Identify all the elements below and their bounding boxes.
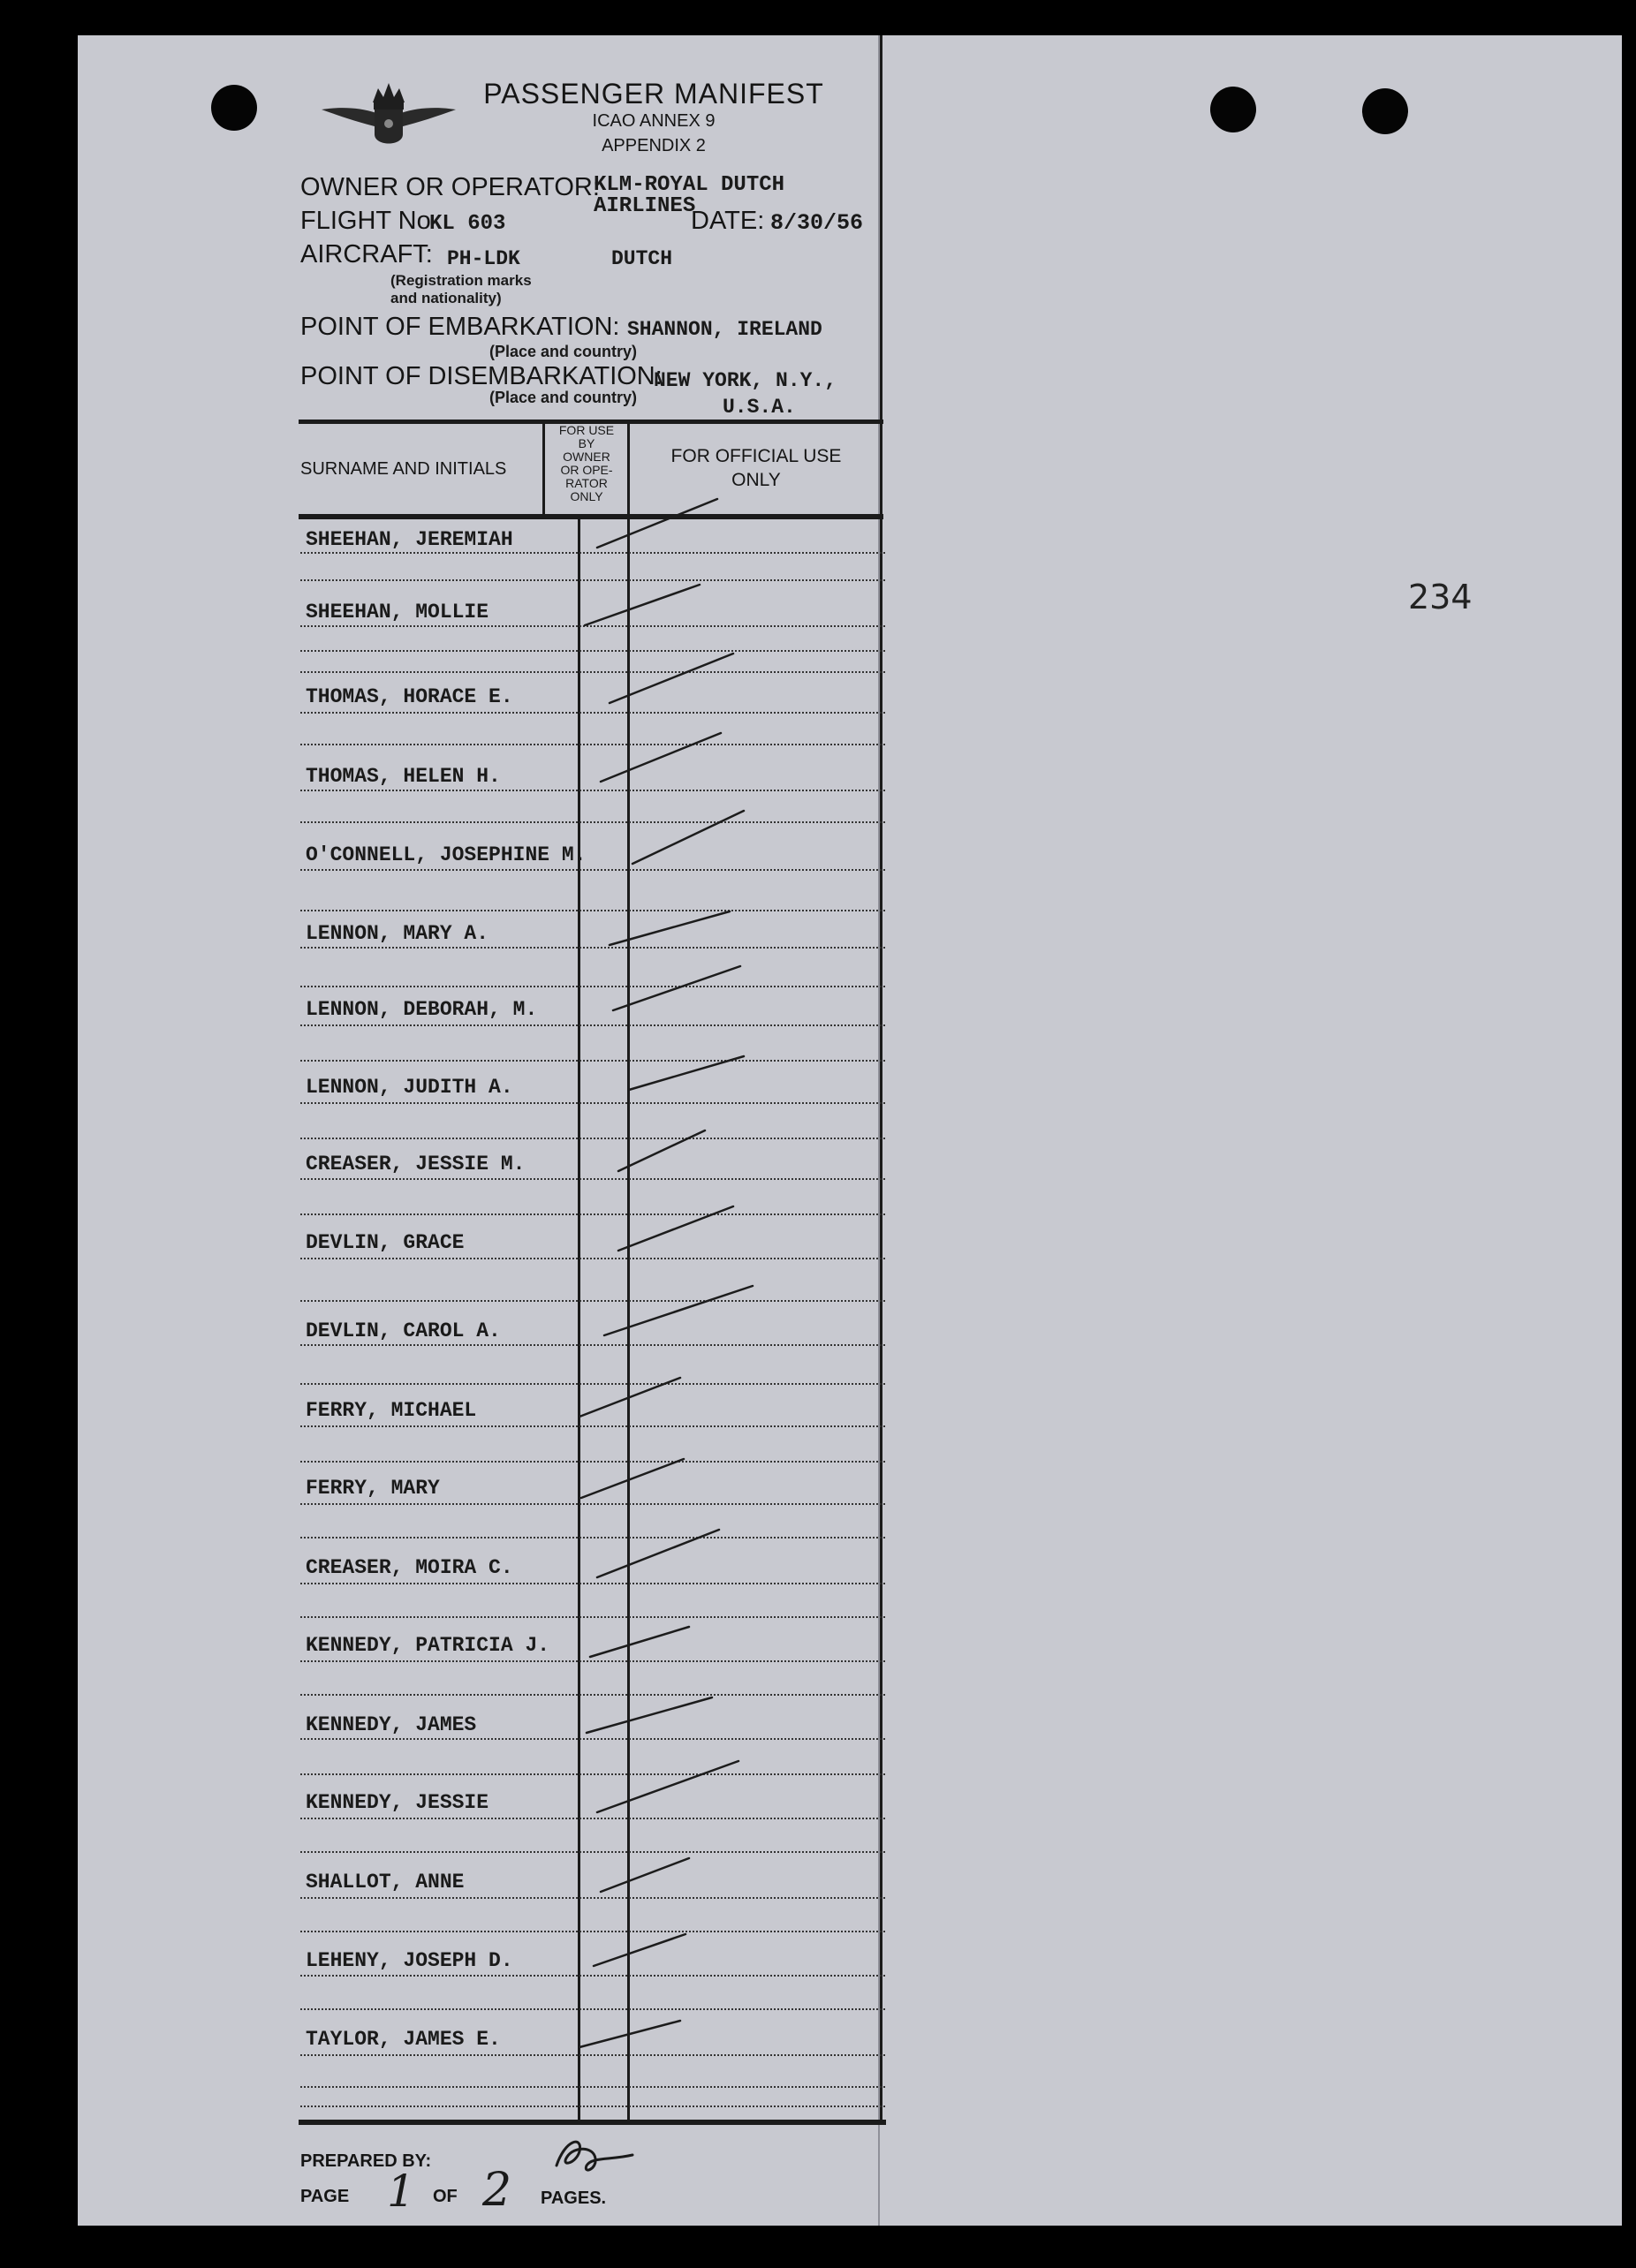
aircraft-note-2: and nationality) <box>390 290 502 306</box>
check-mark <box>590 1627 689 1657</box>
aircraft-label: AIRCRAFT: <box>300 240 433 268</box>
passenger-name: LENNON, MARY A. <box>306 922 489 945</box>
official-use-header-line2: ONLY <box>731 470 781 490</box>
owner-header-line-2: BY <box>578 436 595 450</box>
check-mark <box>629 1056 744 1090</box>
page-label: PAGE <box>300 2187 350 2206</box>
manifest-subtitle-appendix: APPENDIX 2 <box>602 136 706 155</box>
embarkation-value: SHANNON, IRELAND <box>627 318 822 341</box>
embarkation-label: POINT OF EMBARKATION: <box>300 313 620 341</box>
passenger-name: CREASER, JESSIE M. <box>306 1153 526 1176</box>
check-mark <box>581 1459 684 1498</box>
owner-value-line2: AIRLINES <box>594 194 696 218</box>
disembarkation-note: (Place and country) <box>489 389 638 406</box>
check-mark <box>579 1378 680 1417</box>
owner-value: KLM-ROYAL DUTCH <box>594 173 785 197</box>
check-mark <box>594 1934 685 1966</box>
check-mark <box>610 654 733 703</box>
passenger-name: LENNON, DEBORAH, M. <box>306 998 538 1021</box>
owner-label: OWNER OR OPERATOR: <box>300 173 600 201</box>
check-mark <box>579 2021 680 2047</box>
owner-header-line-6: ONLY <box>570 489 603 503</box>
passenger-name: O'CONNELL, JOSEPHINE M. <box>306 843 587 866</box>
passenger-name: SHEEHAN, JEREMIAH <box>306 528 513 551</box>
passenger-name: KENNEDY, JAMES <box>306 1713 477 1736</box>
passenger-name: CREASER, MOIRA C. <box>306 1556 513 1579</box>
disembarkation-value: NEW YORK, N.Y., <box>654 369 837 392</box>
check-mark <box>604 1286 753 1335</box>
passenger-name: LEHENY, JOSEPH D. <box>306 1949 513 1972</box>
manifest-subtitle-annex: ICAO ANNEX 9 <box>592 111 716 131</box>
passenger-name: KENNEDY, PATRICIA J. <box>306 1634 550 1657</box>
check-mark <box>587 1697 712 1733</box>
date-value: 8/30/56 <box>770 210 864 236</box>
embarkation-note: (Place and country) <box>489 343 638 360</box>
flight-value: KL 603 <box>429 212 506 236</box>
check-mark <box>601 733 721 782</box>
passenger-name: SHEEHAN, MOLLIE <box>306 601 489 624</box>
aircraft-note: (Registration marks <box>390 272 532 289</box>
owner-header-line-3: OWNER <box>563 450 610 464</box>
owner-header-line-1: FOR USE <box>558 423 615 437</box>
passenger-name: TAYLOR, JAMES E. <box>306 2028 501 2051</box>
aircraft-registration: PH-LDK <box>447 247 520 270</box>
check-mark <box>601 1858 689 1892</box>
check-mark <box>597 1761 738 1812</box>
total-pages: 2 <box>482 2164 512 2217</box>
disembarkation-value-line2: U.S.A. <box>723 396 796 419</box>
flight-label: FLIGHT No <box>300 207 431 235</box>
check-mark <box>597 1530 719 1577</box>
disembarkation-label: POINT OF DISEMBARKATION: <box>300 362 663 390</box>
official-use-header: FOR OFFICIAL USE <box>670 446 842 466</box>
check-mark <box>613 966 740 1010</box>
passenger-name: KENNEDY, JESSIE <box>306 1791 489 1814</box>
check-mark <box>632 811 744 864</box>
owner-header-line-5: RATOR <box>565 476 608 490</box>
passenger-name: FERRY, MARY <box>306 1477 440 1500</box>
aircraft-nationality: DUTCH <box>611 247 673 270</box>
check-mark <box>585 585 700 625</box>
passenger-name: SHALLOT, ANNE <box>306 1871 465 1894</box>
passenger-name: DEVLIN, CAROL A. <box>306 1319 501 1342</box>
check-mark <box>597 499 717 548</box>
page-number: 1 <box>387 2166 415 2217</box>
pages-label: PAGES. <box>541 2189 607 2208</box>
passenger-name: THOMAS, HELEN H. <box>306 765 501 788</box>
check-mark <box>618 1206 733 1251</box>
signature-initials <box>548 2130 654 2183</box>
check-mark <box>618 1130 705 1171</box>
passenger-name: THOMAS, HORACE E. <box>306 685 513 708</box>
owner-header-line-4: OR OPE- <box>560 463 613 477</box>
passenger-name: DEVLIN, GRACE <box>306 1231 465 1254</box>
passenger-name: LENNON, JUDITH A. <box>306 1076 513 1099</box>
manifest-title: PASSENGER MANIFEST <box>483 78 824 110</box>
date-label: DATE: <box>691 207 765 235</box>
surname-column-header: SURNAME AND INITIALS <box>300 459 507 479</box>
prepared-by-label: PREPARED BY: <box>300 2151 432 2171</box>
passenger-name: FERRY, MICHAEL <box>306 1399 477 1422</box>
of-label: OF <box>433 2187 458 2206</box>
check-mark <box>610 911 730 945</box>
margin-page-number: 234 <box>1408 578 1473 616</box>
